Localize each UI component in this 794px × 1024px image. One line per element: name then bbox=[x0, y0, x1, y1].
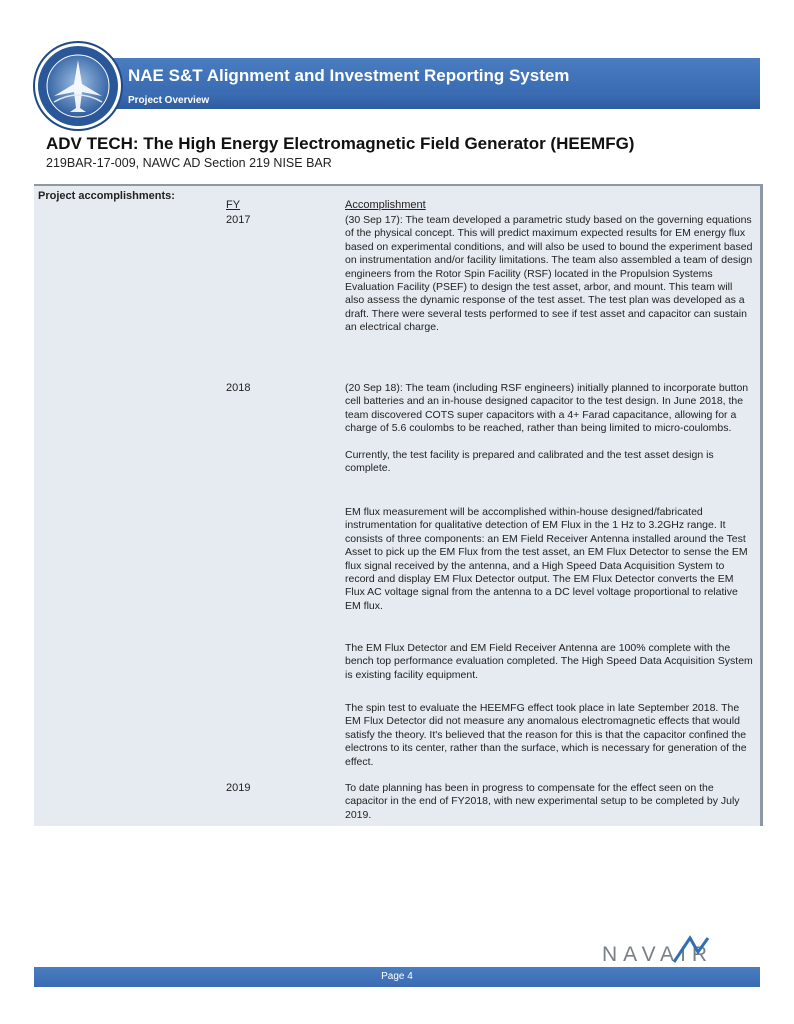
accomplishments-label: Project accomplishments: bbox=[38, 190, 175, 202]
accomplishment-2019: To date planning has been in progress to compensate for the effect seen on the capacitor in the end of FY2018, with new experimental setup to be completed by July 2019. bbox=[345, 782, 740, 821]
section-label: Project Overview bbox=[128, 95, 210, 106]
accomplishment-2017: (30 Sep 17): The team developed a parametric study based on the governing equations of the physical concept. This will predict maximum expected results for EM energy flux based on experimental conditions, and will also be used to bound the experiment based on instrumentation and/or facility limitations. The team also assembled a team of design engineers from the Rotor Spin Facility (RSF) located in the Propulsion Systems Evaluation Facility (PSEF) to design the test asset, arbor, and mount. This team will also assess the dynamic response of the test asset. The test plan was developed as a draft. There were several tests performed to see if test asset and capacitor can sustain an electrical charge. bbox=[345, 214, 753, 334]
project-title: ADV TECH: The High Energy Electromagnetic Field Generator (HEEMFG) bbox=[46, 134, 635, 153]
fy-2017: 2017 bbox=[226, 214, 251, 226]
accomplishment-2018-status: Currently, the test facility is prepared and calibrated and the test asset design is complete. bbox=[345, 449, 714, 475]
accomplishment-2018-spin-test: The spin test to evaluate the HEEMFG effect took place in late September 2018. The EM Flux Detector did not measure any anomalous electromagnetic effects that would satisfy the theory. It's believed that the reason for this is that the capacitor confined the electrons to its center, rather than the surface, which is necessary for generation of the effect. bbox=[345, 702, 747, 768]
fy-2018: 2018 bbox=[226, 382, 251, 394]
app-title: NAE S&T Alignment and Investment Reporting System bbox=[128, 66, 570, 85]
accomplishment-2018-flux: EM flux measurement will be accomplished within-house designed/fabricated instrumentation for qualitative detection of EM Flux in the 1 Hz to 3.2GHz range. It consists of three components: an EM Field Receiver Antenna installed around the Test Asset to pick up the EM Flux from the test asset, an EM Flux Detector to sense the EM flux signal received by the antenna, and a High Speed Data Acquisition System to record and display EM Flux Detector output. The EM Flux Detector converts the EM Flux AC voltage signal from the antenna to a DC level voltage proportional to relative EM flux. bbox=[345, 506, 748, 612]
project-code: 219BAR-17-009, NAWC AD Section 219 NISE BAR bbox=[46, 156, 332, 170]
fy-2019: 2019 bbox=[226, 782, 251, 794]
accomplishment-2018-intro: (20 Sep 18): The team (including RSF engineers) initially planned to incorporate button cell batteries and an in-house designed capacitor to the test design. In June 2018, the team discovered COTS super capacitors with a 4+ Farad capacitance, allowing for a charge of 5.6 coulombs to be reached, rather than being limited to micro-coulombs. bbox=[345, 382, 749, 435]
column-header-fy: FY bbox=[226, 199, 241, 211]
accomplishments-section bbox=[34, 184, 763, 826]
column-header-accomplishment: Accomplishment bbox=[345, 199, 426, 211]
page-number: Page 4 bbox=[381, 971, 413, 982]
navair-logo-icon bbox=[600, 932, 760, 968]
footer-bar bbox=[34, 967, 760, 987]
accomplishment-2018-detector: The EM Flux Detector and EM Field Receiver Antenna are 100% complete with the bench top performance evaluation completed. The High Speed Data Acquisition System is existing facility equipment. bbox=[345, 642, 753, 681]
logo-text: NAVAIR bbox=[602, 943, 714, 966]
seal-logo-icon bbox=[32, 40, 124, 132]
